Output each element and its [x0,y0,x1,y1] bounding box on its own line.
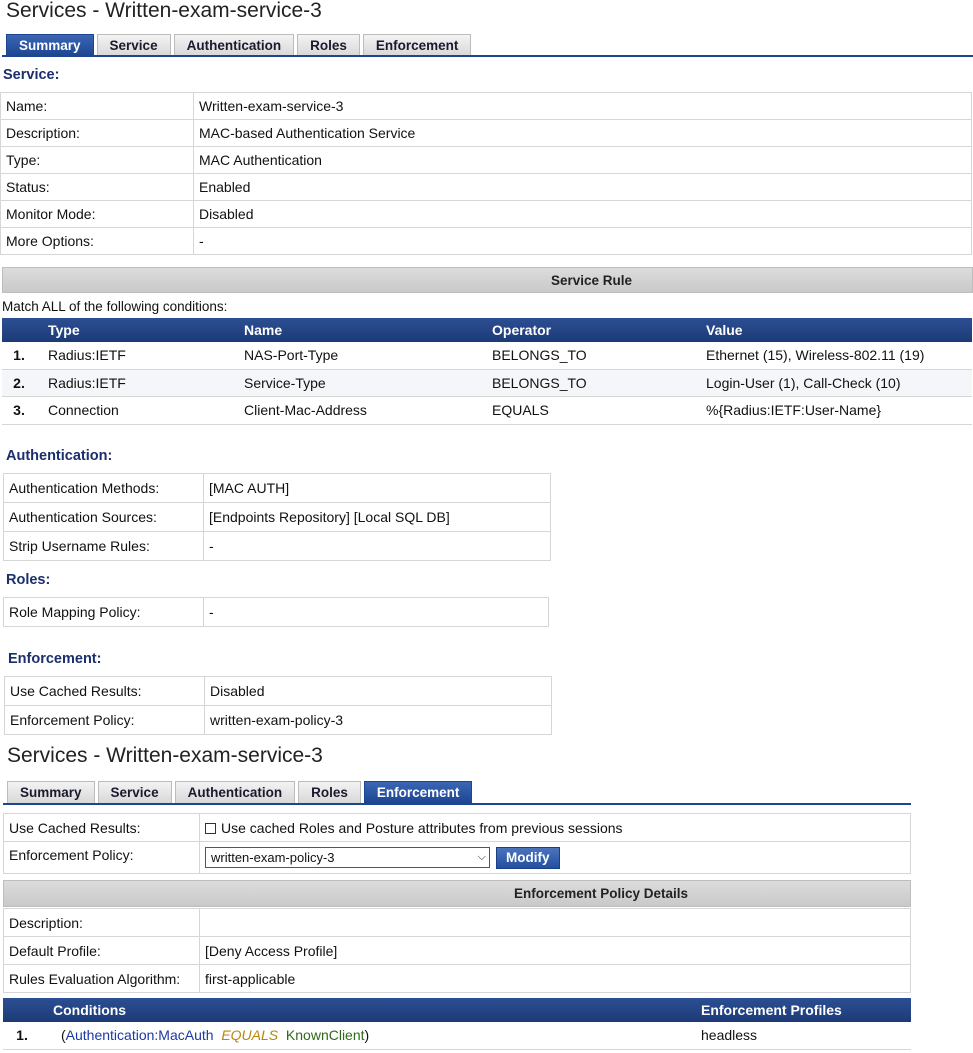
field-value: first-applicable [200,965,911,993]
field-value: Enabled [194,174,972,201]
rule-value: Login-User (1), Call-Check (10) [702,369,972,397]
field-label: Strip Username Rules: [4,532,204,561]
col-name: Name [240,318,488,342]
field-value: [MAC AUTH] [204,474,551,503]
authentication-table [3,473,551,561]
col-type: Type [36,318,240,342]
field-value: MAC-based Authentication Service [194,120,972,147]
tab-underline [2,55,973,57]
tab-roles[interactable]: Roles [298,781,361,803]
field-label: Type: [1,147,194,174]
tab-enforcement[interactable]: Enforcement [364,781,473,803]
field-value: Disabled [205,677,552,706]
rule-value: %{Radius:IETF:User-Name} [702,397,972,425]
field-label: Authentication Methods: [4,474,204,503]
tab-bar [6,32,471,56]
field-label: Enforcement Policy: [4,842,200,874]
tab-summary[interactable]: Summary [6,34,94,56]
condition-attribute: Authentication:MacAuth [65,1027,214,1044]
rule-type: Connection [36,397,240,425]
chevron-down-icon: ⌵ [477,851,486,863]
field-value [200,909,911,937]
field-value: - [204,532,551,561]
rule-operator: BELONGS_TO [488,342,702,369]
col-num [3,998,41,1022]
enforcement-heading: Enforcement: [8,651,102,667]
table-row [4,474,551,503]
table-row [4,814,911,842]
match-conditions-text: Match ALL of the following conditions: [2,299,228,314]
col-enforcement-profiles: Enforcement Profiles [697,998,911,1022]
table-row [4,937,911,965]
table-row [5,677,552,706]
tab-authentication[interactable]: Authentication [174,34,295,56]
condition-num: 1. [3,1022,41,1049]
enforcement-profile: headless [697,1022,911,1049]
service-heading: Service: [3,67,60,83]
col-operator: Operator [488,318,702,342]
condition-open-paren: ( [61,1027,66,1044]
field-label: Enforcement Policy: [5,706,205,735]
table-row [3,1022,911,1049]
field-label: Authentication Sources: [4,503,204,532]
col-conditions: Conditions [41,998,697,1022]
enforcement-summary-table [4,676,552,735]
table-row [4,503,551,532]
authentication-heading: Authentication: [6,448,113,464]
field-label: Name: [1,93,194,120]
col-value: Value [702,318,972,342]
table-row [1,120,972,147]
field-label: Monitor Mode: [1,201,194,228]
tab-service[interactable]: Service [98,781,172,803]
col-num [2,318,36,342]
service-rules-table [2,318,972,425]
policy-details-bar: Enforcement Policy Details [3,880,911,907]
condition-close-paren: ) [364,1027,370,1044]
table-row [4,965,911,993]
roles-table [3,597,549,627]
field-value: Disabled [194,201,972,228]
service-rule-bar-left [2,267,212,293]
field-label: Description: [4,909,200,937]
rule-name: Service-Type [240,369,488,397]
field-label: Default Profile: [4,937,200,965]
table-row [5,706,552,735]
table-row [4,598,549,627]
table-row [1,174,972,201]
condition-value: KnownClient [285,1027,365,1044]
enforcement-policy-selected: written-exam-policy-3 [211,850,335,865]
rule-name: Client-Mac-Address [240,397,488,425]
table-row [4,532,551,561]
field-value: - [194,228,972,255]
modify-button[interactable]: Modify [496,847,560,869]
use-cached-checkbox[interactable] [205,823,216,834]
tab-underline-2 [3,803,911,805]
rule-type: Radius:IETF [36,369,240,397]
enforcement-policy-select[interactable] [205,847,490,868]
page-title-2: Services - Written-exam-service-3 [7,744,323,767]
tab-summary[interactable]: Summary [7,781,95,803]
field-label: Status: [1,174,194,201]
table-row [1,147,972,174]
use-cached-checkbox-label[interactable]: Use cached Roles and Posture attributes from previous sessions [221,819,623,836]
rule-num: 1. [2,342,36,369]
cached-checkbox-cell [200,814,911,842]
table-row [1,201,972,228]
table-header-row [2,318,972,342]
table-row [1,228,972,255]
service-table [0,92,972,255]
table-row [2,397,972,425]
rule-value: Ethernet (15), Wireless-802.11 (19) [702,342,972,369]
enforcement-conditions-table [3,998,911,1050]
roles-heading: Roles: [6,572,51,588]
enforcement-settings-table [3,813,911,874]
rule-operator: BELONGS_TO [488,369,702,397]
rule-type: Radius:IETF [36,342,240,369]
table-row [2,342,972,369]
tab-enforcement[interactable]: Enforcement [363,34,472,56]
rule-num: 2. [2,369,36,397]
field-value: [Endpoints Repository] [Local SQL DB] [204,503,551,532]
field-value: MAC Authentication [194,147,972,174]
field-value: written-exam-policy-3 [205,706,552,735]
table-header-row [3,998,911,1022]
table-row [4,909,911,937]
rule-name: NAS-Port-Type [240,342,488,369]
tab-service[interactable]: Service [97,34,171,56]
table-row [4,842,911,874]
rule-operator: EQUALS [488,397,702,425]
tab-authentication[interactable]: Authentication [175,781,296,803]
table-row [2,369,972,397]
rule-num: 3. [2,397,36,425]
page-title: Services - Written-exam-service-3 [6,0,322,22]
tab-bar-2 [7,779,472,803]
field-label: Use Cached Results: [5,677,205,706]
field-value: [Deny Access Profile] [200,937,911,965]
condition-expression [41,1022,697,1049]
field-label: Use Cached Results: [4,814,200,842]
field-label: More Options: [1,228,194,255]
service-rule-bar: Service Rule [210,267,973,293]
policy-select-cell [200,842,911,874]
field-label: Rules Evaluation Algorithm: [4,965,200,993]
policy-details-table [3,908,911,993]
condition-operator: EQUALS [221,1027,279,1044]
field-label: Role Mapping Policy: [4,598,204,627]
field-label: Description: [1,120,194,147]
table-row [1,93,972,120]
field-value: - [204,598,549,627]
tab-roles[interactable]: Roles [297,34,360,56]
field-value: Written-exam-service-3 [194,93,972,120]
